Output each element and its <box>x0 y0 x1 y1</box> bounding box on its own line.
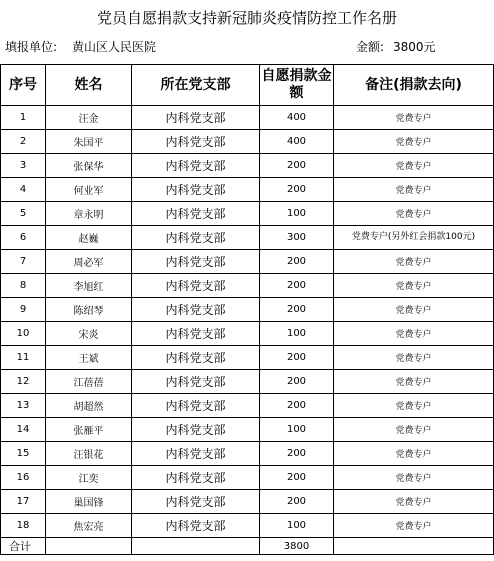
amount-value: 3800元 <box>393 40 436 54</box>
table-row <box>1 178 494 202</box>
cell-name: 李旭红 <box>46 274 132 298</box>
table-row <box>1 322 494 346</box>
cell-seq: 12 <box>1 370 46 394</box>
cell-note: 党费专户 <box>334 466 494 490</box>
total-empty-cell <box>334 538 494 555</box>
unit-value: 黄山区人民医院 <box>72 40 157 54</box>
cell-note: 党费专户 <box>334 322 494 346</box>
cell-name: 章永明 <box>46 202 132 226</box>
cell-note: 党费专户 <box>334 154 494 178</box>
cell-amount: 200 <box>260 394 334 418</box>
page-title: 党员自愿捐款支持新冠肺炎疫情防控工作名册 <box>96 9 397 27</box>
cell-name: 何业军 <box>46 178 132 202</box>
cell-note: 党费专户 <box>334 394 494 418</box>
header-name: 姓名 <box>46 65 132 106</box>
cell-name: 焦宏亮 <box>46 514 132 538</box>
cell-note: 党费专户 <box>334 418 494 442</box>
donation-table <box>0 64 494 555</box>
cell-amount: 200 <box>260 490 334 514</box>
cell-name: 王斌 <box>46 346 132 370</box>
cell-name: 汪银花 <box>46 442 132 466</box>
cell-seq: 17 <box>1 490 46 514</box>
cell-name: 胡超然 <box>46 394 132 418</box>
cell-name: 张保华 <box>46 154 132 178</box>
cell-amount: 200 <box>260 298 334 322</box>
cell-amount: 100 <box>260 418 334 442</box>
cell-seq: 4 <box>1 178 46 202</box>
total-empty-cell <box>132 538 260 555</box>
cell-note: 党费专户 <box>334 370 494 394</box>
cell-seq: 7 <box>1 250 46 274</box>
table-row <box>1 226 494 250</box>
cell-name: 朱国平 <box>46 130 132 154</box>
cell-seq: 14 <box>1 418 46 442</box>
cell-note: 党费专户 <box>334 274 494 298</box>
table-row <box>1 250 494 274</box>
table-row <box>1 466 494 490</box>
table-row <box>1 490 494 514</box>
cell-seq: 5 <box>1 202 46 226</box>
cell-branch: 内科党支部 <box>132 130 260 154</box>
cell-amount: 100 <box>260 514 334 538</box>
cell-seq: 6 <box>1 226 46 250</box>
header-seq: 序号 <box>1 65 46 106</box>
cell-note: 党费专户 <box>334 346 494 370</box>
table-row <box>1 514 494 538</box>
register-meta <box>0 36 494 58</box>
cell-seq: 13 <box>1 394 46 418</box>
cell-note: 党费专户 <box>334 202 494 226</box>
cell-amount: 200 <box>260 346 334 370</box>
cell-branch: 内科党支部 <box>132 418 260 442</box>
cell-seq: 9 <box>1 298 46 322</box>
cell-branch: 内科党支部 <box>132 274 260 298</box>
cell-name: 赵巍 <box>46 226 132 250</box>
table-row <box>1 130 494 154</box>
table-body <box>1 106 494 538</box>
cell-amount: 100 <box>260 322 334 346</box>
header-branch: 所在党支部 <box>132 65 260 106</box>
cell-branch: 内科党支部 <box>132 250 260 274</box>
cell-amount: 400 <box>260 106 334 130</box>
cell-branch: 内科党支部 <box>132 298 260 322</box>
cell-note: 党费专户 <box>334 514 494 538</box>
cell-branch: 内科党支部 <box>132 202 260 226</box>
cell-branch: 内科党支部 <box>132 442 260 466</box>
header-note: 备注(捐款去向) <box>334 65 494 106</box>
table-row <box>1 202 494 226</box>
cell-amount: 200 <box>260 442 334 466</box>
cell-seq: 18 <box>1 514 46 538</box>
cell-amount: 100 <box>260 202 334 226</box>
cell-note: 党费专户 <box>334 130 494 154</box>
cell-name: 周必军 <box>46 250 132 274</box>
table-header-row <box>1 65 494 106</box>
cell-seq: 1 <box>1 106 46 130</box>
table-row <box>1 106 494 130</box>
cell-note: 党费专户 <box>334 490 494 514</box>
cell-amount: 200 <box>260 466 334 490</box>
table-row <box>1 370 494 394</box>
amount-label: 金额: <box>356 40 385 54</box>
total-row <box>1 538 494 555</box>
cell-seq: 3 <box>1 154 46 178</box>
cell-note: 党费专户(另外红会捐款100元) <box>334 226 494 250</box>
cell-branch: 内科党支部 <box>132 178 260 202</box>
cell-name: 江蓓蓓 <box>46 370 132 394</box>
cell-branch: 内科党支部 <box>132 322 260 346</box>
cell-branch: 内科党支部 <box>132 466 260 490</box>
cell-amount: 300 <box>260 226 334 250</box>
table-row <box>1 154 494 178</box>
cell-branch: 内科党支部 <box>132 370 260 394</box>
cell-seq: 11 <box>1 346 46 370</box>
cell-seq: 16 <box>1 466 46 490</box>
cell-seq: 15 <box>1 442 46 466</box>
cell-branch: 内科党支部 <box>132 106 260 130</box>
table-row <box>1 298 494 322</box>
cell-name: 巢国锋 <box>46 490 132 514</box>
cell-note: 党费专户 <box>334 178 494 202</box>
cell-seq: 8 <box>1 274 46 298</box>
cell-amount: 200 <box>260 178 334 202</box>
total-label: 合计 <box>1 538 46 555</box>
unit-label: 填报单位: <box>5 40 58 54</box>
cell-name: 江奕 <box>46 466 132 490</box>
table-row <box>1 394 494 418</box>
cell-branch: 内科党支部 <box>132 226 260 250</box>
cell-seq: 2 <box>1 130 46 154</box>
cell-note: 党费专户 <box>334 298 494 322</box>
cell-amount: 200 <box>260 370 334 394</box>
cell-name: 陈绍琴 <box>46 298 132 322</box>
table-row <box>1 418 494 442</box>
cell-note: 党费专户 <box>334 442 494 466</box>
table-row <box>1 346 494 370</box>
cell-name: 汪金 <box>46 106 132 130</box>
cell-amount: 400 <box>260 130 334 154</box>
cell-branch: 内科党支部 <box>132 346 260 370</box>
cell-branch: 内科党支部 <box>132 514 260 538</box>
cell-note: 党费专户 <box>334 106 494 130</box>
table-row <box>1 442 494 466</box>
total-empty-cell <box>46 538 132 555</box>
cell-seq: 10 <box>1 322 46 346</box>
cell-note: 党费专户 <box>334 250 494 274</box>
total-amount: 3800 <box>260 538 334 555</box>
cell-branch: 内科党支部 <box>132 394 260 418</box>
cell-branch: 内科党支部 <box>132 490 260 514</box>
cell-amount: 200 <box>260 274 334 298</box>
cell-name: 张雁平 <box>46 418 132 442</box>
cell-name: 宋炎 <box>46 322 132 346</box>
cell-amount: 200 <box>260 154 334 178</box>
header-amount: 自愿捐款金额 <box>260 65 334 106</box>
table-row <box>1 274 494 298</box>
cell-amount: 200 <box>260 250 334 274</box>
cell-branch: 内科党支部 <box>132 154 260 178</box>
